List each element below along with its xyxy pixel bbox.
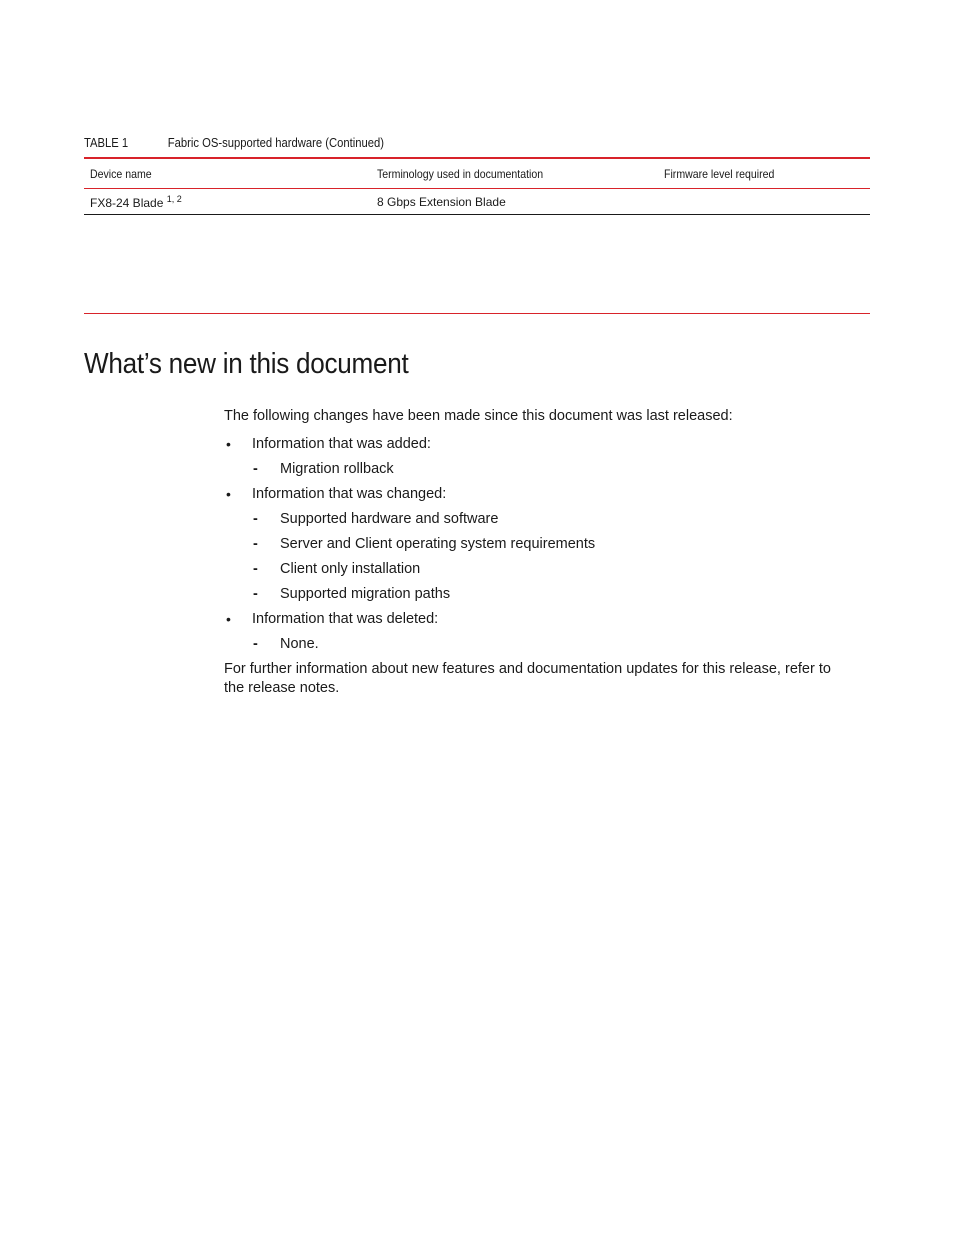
list-item-label: Information that was changed: <box>252 486 447 502</box>
table-header-row <box>84 158 870 189</box>
sub-item-label: Client only installation <box>280 561 421 577</box>
dash-icon: - <box>253 561 258 577</box>
list-item <box>252 460 864 479</box>
dash-icon: - <box>253 511 258 527</box>
list-item <box>224 435 864 479</box>
list-item <box>252 635 864 654</box>
bullet-icon: • <box>226 486 231 502</box>
bullet-icon: • <box>226 611 231 627</box>
sub-list <box>252 460 864 479</box>
list-item <box>224 610 864 654</box>
list-item <box>252 510 864 529</box>
list-item <box>252 560 864 579</box>
cell-device-name: FX8-24 Blade $^{1, 2}$ <box>90 193 182 210</box>
sub-item-label: Supported hardware and software <box>280 511 499 527</box>
changes-list <box>224 435 864 654</box>
list-item <box>252 585 864 604</box>
list-item <box>224 485 864 604</box>
section-heading: What’s new in this document <box>84 348 409 380</box>
sub-list <box>252 635 864 654</box>
list-item-label: Information that was added: <box>252 436 431 452</box>
footnote-ref: 1, 2 <box>166 193 182 204</box>
column-header-firmware: Firmware level required <box>658 158 870 189</box>
closing-paragraph: For further information about new features and documentation updates for this release, refer to the release notes. <box>224 661 831 696</box>
sub-item-label: Supported migration paths <box>280 586 451 602</box>
section-body <box>224 407 864 698</box>
column-header-device-name: Device name <box>84 158 371 189</box>
dash-icon: - <box>253 461 258 477</box>
table-row <box>84 189 870 215</box>
cell-firmware <box>658 189 870 215</box>
sub-item-label: None. <box>280 636 319 652</box>
bullet-icon: • <box>226 436 231 452</box>
column-header-terminology: Terminology used in documentation <box>371 158 658 189</box>
intro-paragraph: The following changes have been made since this document was last released: <box>224 408 733 424</box>
section-divider <box>84 313 870 314</box>
dash-icon: - <box>253 636 258 652</box>
table-caption-title: Fabric OS-supported hardware (Continued) <box>167 136 385 150</box>
sub-item-label: Server and Client operating system requirements <box>280 536 596 552</box>
table-caption <box>84 136 791 150</box>
sub-item-label: Migration rollback <box>280 461 394 477</box>
hardware-table <box>84 157 870 215</box>
cell-terminology: 8 Gbps Extension Blade <box>377 194 506 209</box>
list-item-label: Information that was deleted: <box>252 611 439 627</box>
sub-list <box>252 510 864 604</box>
dash-icon: - <box>253 586 258 602</box>
list-item <box>252 535 864 554</box>
table-caption-label: TABLE 1 <box>84 136 129 150</box>
dash-icon: - <box>253 536 258 552</box>
